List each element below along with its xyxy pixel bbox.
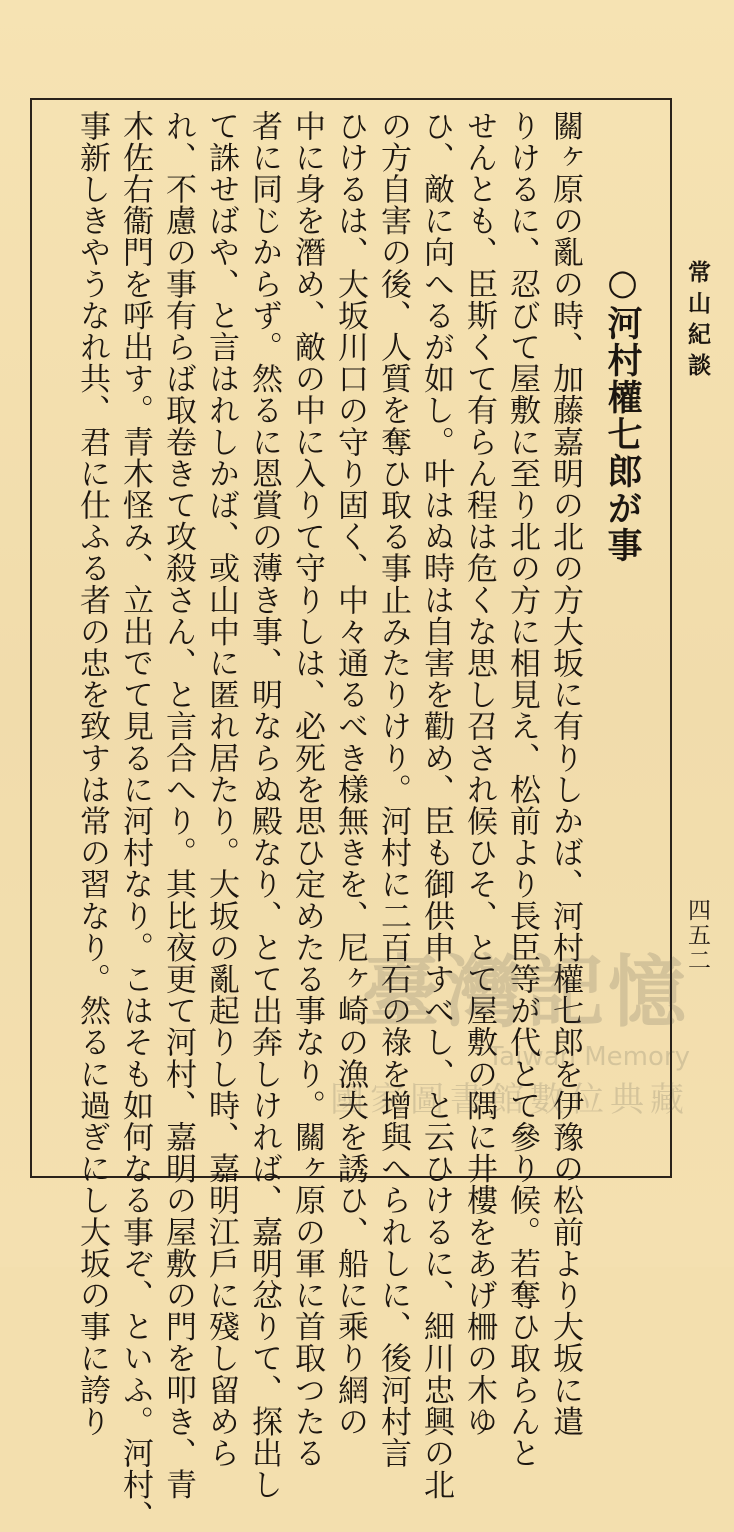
text-column: ひ、敵に向へるが如し。叶はぬ時は自害を勸め、臣も御供申すべし、と云ひけるに、細川忠興の北	[418, 110, 454, 1501]
library-watermark	[330, 930, 690, 1120]
watermark-english-text: Taiwan Memory	[487, 1042, 690, 1072]
text-column: 事新しきやうなれ共、君に仕ふる者の忠を致すは常の習なり。然るに過ぎにし大坂の事に誇り	[74, 110, 110, 1438]
text-column: の方自害の後、人質を奪ひ取る事止みたりけり。河村に二百石の祿を增與へられしに、後河村言	[375, 110, 411, 1469]
text-column: せんとも、臣斯くて有らん程は危くな思し召され候ひそ、とて屋敷の隅に井樓をあげ柵の木ゆ	[461, 110, 497, 1438]
text-column: れ、不慮の事有らば取卷きて攻殺さん、と言合へり。其比夜更て河村、嘉明の屋敷の門を叩き、青	[160, 110, 196, 1501]
running-title: 常山紀談	[684, 260, 711, 384]
text-column: 者に同じからず。然るに恩賞の薄き事、明ならぬ殿なり、とて出奔しければ、嘉明忿りて、探出し	[246, 110, 282, 1501]
text-column: て誅せばや、と言はれしかば、或山中に匿れ居たり。大坂の亂起りし時、嘉明江戶に殘し留めら	[203, 110, 239, 1469]
watermark-logo-text: 臺灣記憶	[361, 947, 690, 1038]
text-column: ひけるは、大坂川口の守り固く、中々通るべき樣無きを、尼ヶ崎の漁夫を誘ひ、船に乘り網の	[332, 110, 368, 1438]
text-column: りけるに、忍びて屋敷に至り北の方に相見え、松前より長臣等が代とて參り候。若奪ひ取らんと	[504, 110, 540, 1469]
article-title: ○河村權七郎が事	[602, 262, 643, 564]
text-column: 中に身を潛め、敵の中に入りて守りしは、必死を思ひ定めたる事なり。關ヶ原の軍に首取つたる	[289, 110, 325, 1469]
text-column: 關ヶ原の亂の時、加藤嘉明の北の方大坂に有りしかば、河村權七郎を伊豫の松前より大坂に遣	[547, 110, 583, 1438]
watermark-chinese-text: 國家圖書館數位典藏	[330, 1080, 690, 1120]
page-number: 四五二	[684, 898, 710, 973]
text-column: 木佐右衞門を呼出す。青木怪み、立出でて見るに河村なり。こはそも如何なる事ぞ、といふ。河村、	[117, 110, 153, 1532]
